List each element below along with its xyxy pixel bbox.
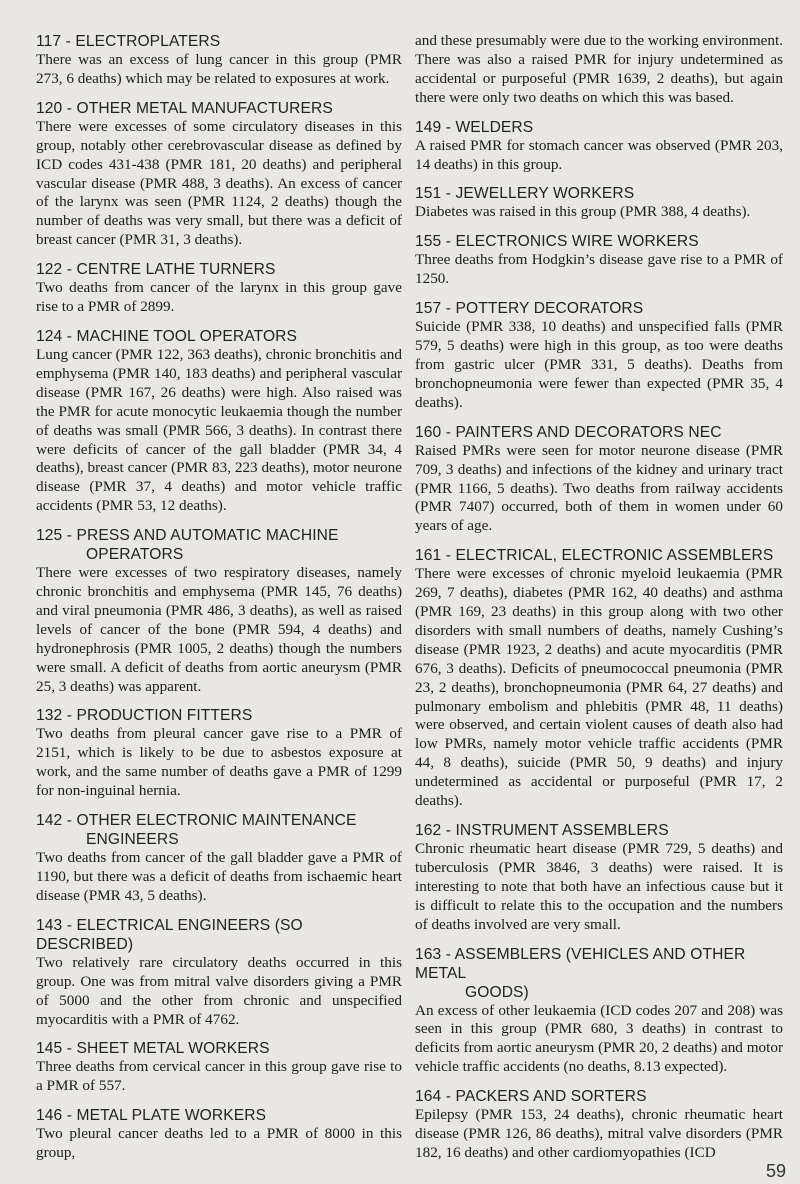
section-body: Raised PMRs were seen for motor neurone disease (PMR 709, 3 deaths) and infections of the kidney and urinary tract (PMR 1166, 5 deaths). Two deaths from railway accidents (PMR 7407) occurred, both of them in women under 60 years of age.	[415, 441, 783, 535]
section-heading	[415, 945, 783, 1002]
section-body: An excess of other leukaemia (ICD codes 207 and 208) was seen in this group (PMR 680, 3 deaths) in contrast to deficits from aortic aneurysm (PMR 20, 2 deaths) and motor vehicle traffic accidents (no deaths, 8.13 expected).	[415, 1001, 783, 1076]
section-157	[415, 299, 783, 413]
section-heading: 149 - WELDERS	[415, 118, 534, 136]
section-heading-line2: ENGINEERS	[86, 831, 179, 849]
section-142	[36, 811, 402, 906]
section-body: Two deaths from cancer of the gall bladder gave a PMR of 1190, but there was a deficit of deaths from ischaemic heart disease (PMR 43, 5 deaths).	[36, 849, 402, 904]
section-body: Lung cancer (PMR 122, 363 deaths), chronic bronchitis and emphysema (PMR 140, 183 deaths) and peripheral vascular disease (PMR 167, 26 deaths) were high. Also raised was the PMR for acute monocytic leukaemia though the number of deaths was small (PMR 566, 3 deaths). In contrast there were deficits of cancer of the gall bladder (PMR 34, 4 deaths), breast cancer (PMR 83, 223 deaths), motor neurone disease (PMR 37, 4 deaths) and motor vehicle traffic accidents (PMR 53, 12 deaths).	[36, 345, 402, 515]
section-body: There were excesses of chronic myeloid leukaemia (PMR 269, 7 deaths), diabetes (PMR 162, 40 deaths) and asthma (PMR 169, 23 deaths) in this group along with two other disorders with small numbers of deaths, namely Cushing’s disease (PMR 1923, 2 deaths) and acute myocarditis (PMR 676, 3 deaths). Deficits of pneumococcal pneumonia (PMR 23, 2 deaths), bronchopneumonia (PMR 64, 27 deaths) and pulmonary embolism and phlebitis (PMR 48, 11 deaths) were observed, and certain violent causes of death also had low PMRs, namely motor vehicle traffic accidents (PMR 44, 8 deaths), suicide (PMR 50, 9 deaths) and injury undetermined as accidental or purposeful (PMR 17, 2 deaths).	[415, 565, 783, 810]
section-heading: 120 - OTHER METAL MANUFACTURERS	[36, 99, 333, 117]
section-body: Three deaths from Hodgkin’s disease gave rise to a PMR of 1250.	[415, 251, 783, 288]
left-column	[36, 32, 402, 1173]
section-151	[415, 184, 783, 222]
section-heading: 164 - PACKERS AND SORTERS	[415, 1088, 647, 1106]
section-body: A raised PMR for stomach cancer was observed (PMR 203, 14 deaths) in this group.	[415, 136, 783, 173]
section-heading: 122 - CENTRE LATHE TURNERS	[36, 261, 276, 279]
section-145	[36, 1039, 402, 1096]
section-heading: 117 - ELECTROPLATERS	[36, 33, 221, 50]
section-heading: 157 - POTTERY DECORATORS	[415, 300, 644, 318]
section-heading: 145 - SHEET METAL WORKERS	[36, 1040, 270, 1058]
right-column	[415, 32, 783, 1173]
section-125	[36, 526, 402, 696]
section-122	[36, 260, 402, 317]
page-number: 59	[765, 1161, 786, 1181]
section-body: There were excesses of two respiratory diseases, namely chronic bronchitis and emphysema (PMR 145, 76 deaths) and viral pneumonia (PMR 486, 3 deaths), as well as raised levels of cancer of the bone (PMR 594, 4 deaths) and hydronephrosis (PMR 1005, 2 deaths) though the numbers were small. A deficit of deaths from aortic aneurysm (PMR 25, 3 deaths) was apparent.	[36, 564, 402, 695]
section-163	[415, 945, 783, 1078]
section-heading: 161 - ELECTRICAL, ELECTRONIC ASSEMBLERS	[415, 547, 774, 565]
section-heading-line1: 125 - PRESS AND AUTOMATIC MACHINE	[36, 527, 339, 545]
section-146-continued	[415, 32, 783, 108]
section-heading: 146 - METAL PLATE WORKERS	[36, 1107, 267, 1125]
section-132	[36, 706, 402, 801]
section-124	[36, 327, 402, 516]
section-149	[415, 118, 783, 175]
section-body: and these presumably were due to the working environment. There was also a raised PMR for injury undetermined as accidental or purposeful (PMR 1639, 2 deaths), but again there were only two deaths on which this was based.	[415, 32, 783, 106]
section-body: Chronic rheumatic heart disease (PMR 729, 5 deaths) and tuberculosis (PMR 3846, 3 deaths) were raised. It is interesting to note that both have an infectious cause but it is difficult to relate this to the occupation and the numbers of deaths involved are very small.	[415, 840, 783, 933]
section-body: Two deaths from cancer of the larynx in this group gave rise to a PMR of 2899.	[36, 279, 402, 316]
section-heading-line1: 163 - ASSEMBLERS (VEHICLES AND OTHER METAL	[415, 945, 746, 982]
section-heading-line2: OPERATORS	[86, 546, 184, 564]
section-heading-line2: GOODS)	[465, 983, 529, 1001]
section-heading: 124 - MACHINE TOOL OPERATORS	[36, 327, 298, 345]
section-164	[415, 1087, 783, 1163]
section-heading: 162 - INSTRUMENT ASSEMBLERS	[415, 822, 669, 839]
section-body: Two pleural cancer deaths led to a PMR of 8000 in this group,	[36, 1125, 402, 1162]
section-heading: 160 - PAINTERS AND DECORATORS NEC	[415, 423, 722, 441]
section-143	[36, 916, 402, 1030]
section-body: Three deaths from cervical cancer in this group gave rise to a PMR of 557.	[36, 1058, 402, 1095]
section-heading: 151 - JEWELLERY WORKERS	[415, 185, 635, 203]
section-heading: 143 - ELECTRICAL ENGINEERS (SO DESCRIBED)	[36, 916, 303, 953]
section-161	[415, 546, 783, 811]
section-117	[36, 32, 402, 89]
section-160	[415, 423, 783, 537]
section-heading	[36, 526, 402, 564]
section-162	[415, 821, 783, 935]
section-body: Two deaths from pleural cancer gave rise to a PMR of 2151, which is likely to be due to asbestos exposure at work, and the same number of deaths gave a PMR of 1299 for non-inguinal hernia.	[36, 725, 402, 800]
section-body: Suicide (PMR 338, 10 deaths) and unspecified falls (PMR 579, 5 deaths) were high in this group, as too were deaths from gastric ulcer (PMR 331, 5 deaths). Deaths from bronchopneumonia were fewer than expected (PMR 35, 4 deaths).	[415, 318, 783, 411]
section-146	[36, 1106, 402, 1163]
section-heading	[36, 811, 402, 849]
section-body: There were excesses of some circulatory diseases in this group, notably other cerebrovascular disease as defined by ICD codes 431-438 (PMR 181, 20 deaths) and peripheral vascular disease (PMR 488, 3 deaths). An excess of cancer of the larynx was seen (PMR 1124, 2 deaths) though the number of deaths was very small, but there was a deficit of breast cancer (PMR 31, 3 deaths).	[36, 117, 402, 249]
section-120	[36, 99, 402, 250]
section-heading: 155 - ELECTRONICS WIRE WORKERS	[415, 233, 699, 251]
section-body: There was an excess of lung cancer in this group (PMR 273, 6 deaths) which may be related to exposures at work.	[36, 51, 402, 87]
section-155	[415, 232, 783, 289]
section-heading: 132 - PRODUCTION FITTERS	[36, 707, 253, 725]
section-body: Diabetes was raised in this group (PMR 388, 4 deaths).	[415, 203, 751, 221]
section-heading-line1: 142 - OTHER ELECTRONIC MAINTENANCE	[36, 812, 357, 830]
section-body: Epilepsy (PMR 153, 24 deaths), chronic rheumatic heart disease (PMR 126, 86 deaths), mitral valve disorders (PMR 182, 16 deaths) and other cardiomyopathies (ICD	[415, 1106, 783, 1161]
section-body: Two relatively rare circulatory deaths occurred in this group. One was from mitral valve disorders giving a PMR of 5000 and the other from chronic and unspecified myocarditis with a PMR of 4762.	[36, 953, 402, 1028]
